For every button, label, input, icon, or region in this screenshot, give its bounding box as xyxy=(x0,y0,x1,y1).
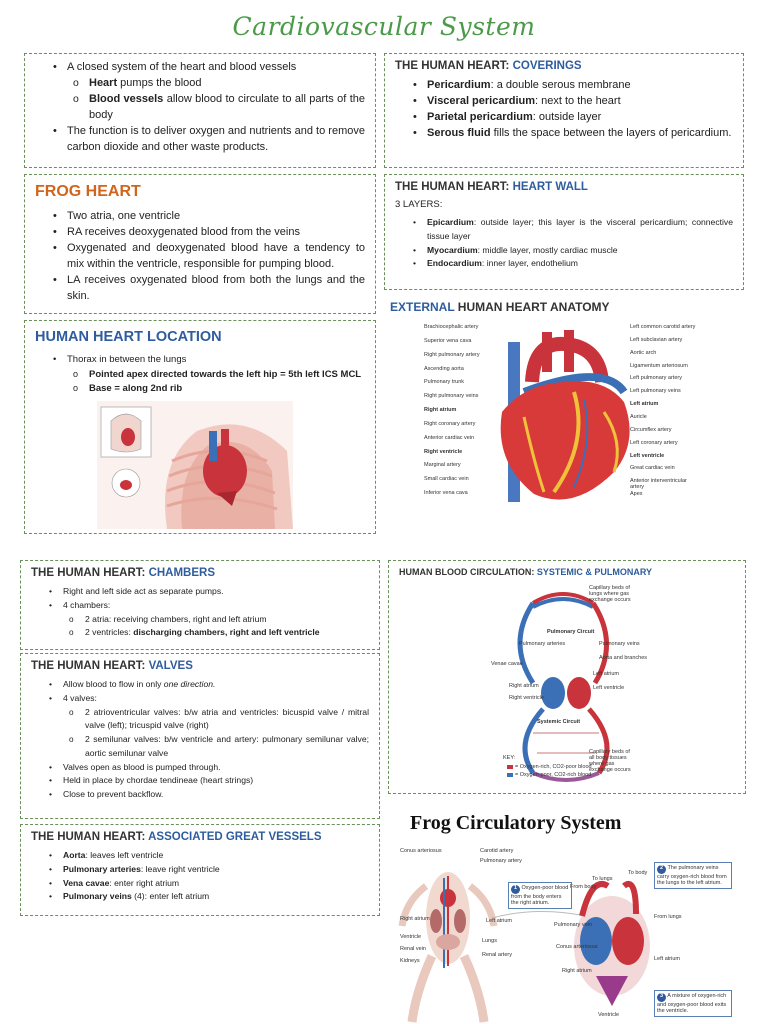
frog-heart-to-lungs: To lungs xyxy=(592,876,613,882)
frog-note-2: 2 The pulmonary veins carry oxygen-rich blood from the lungs to the left atrium. xyxy=(654,862,732,889)
frog-heart-box xyxy=(24,174,376,314)
frog-heart-from-lungs: From lungs xyxy=(654,914,682,920)
circ-label-right-atrium: Right atrium xyxy=(509,683,539,689)
frog-heart-left-atrium: Left atrium xyxy=(654,956,680,962)
anatomy-label: Right pulmonary artery xyxy=(424,351,480,358)
list-item: o 2 atria: receiving chambers, right and left atrium xyxy=(31,613,369,627)
frog-label-right-atrium: Right atrium xyxy=(400,916,430,922)
anatomy-label: Apex xyxy=(630,491,643,498)
anatomy-label: Inferior vena cava xyxy=(424,490,468,497)
anatomy-label: Aortic arch xyxy=(630,349,657,356)
list-item: • Two atria, one ventricle xyxy=(35,209,365,225)
list-item: • Allow blood to flow in only one direction. xyxy=(31,678,369,692)
circ-key-oxygen-rich: = Oxygen-rich, CO2-poor blood xyxy=(515,764,592,770)
list-item: o Pointed apex directed towards the left hip = 5th left ICS MCL xyxy=(35,368,365,383)
list-item: • Serous fluid fills the space between the layers of pericardium. xyxy=(395,126,733,142)
list-item: • Myocardium: middle layer, mostly cardiac muscle xyxy=(395,244,733,258)
circ-label-venae-cavae: Venae cavae xyxy=(491,661,523,667)
list-item: • RA receives deoxygenated blood from the veins xyxy=(35,225,365,241)
coverings-box xyxy=(384,53,744,168)
frog-label-lungs: Lungs xyxy=(482,938,497,944)
list-item: • Oxygenated and deoxygenated blood have a tendency to mix within the ventricle, responsible for pumping blood. xyxy=(35,241,365,273)
circulation-box xyxy=(388,560,746,794)
anatomy-label: Circumflex artery xyxy=(630,426,672,433)
frog-label-conus: Conus arteriosus xyxy=(400,848,442,854)
coverings-heading: THE HUMAN HEART: COVERINGS xyxy=(395,60,582,72)
circ-label-left-ventricle: Left ventricle xyxy=(593,685,625,691)
frog-label-carotid: Carotid artery xyxy=(480,848,514,854)
list-item: • LA receives oxygenated blood from both the lungs and the skin. xyxy=(35,273,365,305)
anatomy-label: Left pulmonary artery xyxy=(630,375,682,382)
anatomy-label: Brachiocephalic artery xyxy=(424,324,479,330)
circ-label-capillary-body: Capillary beds of all body tissues where gas exchange occurs xyxy=(589,749,631,773)
anatomy-label: Auricle xyxy=(630,414,647,420)
anatomy-label: Left common carotid artery xyxy=(630,324,696,330)
anatomy-label: Right atrium xyxy=(424,407,457,414)
valves-heading: THE HUMAN HEART: VALVES xyxy=(31,660,193,672)
circ-label-systemic-circuit: Systemic Circuit xyxy=(537,719,581,725)
list-item: • Pulmonary arteries: leave right ventricle xyxy=(31,863,369,877)
circ-label-right-ventricle: Right ventricle xyxy=(509,695,544,701)
circ-label-pulmonary-veins: Pulmonary veins xyxy=(599,641,640,647)
list-item: • Right and left side act as separate pumps. xyxy=(31,585,369,599)
circulation-heading: HUMAN BLOOD CIRCULATION: SYSTEMIC & PULMONARY xyxy=(399,567,652,577)
anatomy-label: Small cardiac vein xyxy=(424,476,469,483)
intro-box xyxy=(24,53,376,168)
frog-circulatory-figure xyxy=(396,806,748,1024)
list-item: • The function is to deliver oxygen and nutrients and to remove carbon dioxide and other waste products. xyxy=(35,124,365,156)
note-number-2: 2 xyxy=(657,865,666,874)
thorax-illustration xyxy=(97,401,293,529)
valves-box xyxy=(20,653,380,819)
frog-heart-heading: FROG HEART xyxy=(35,183,141,200)
circ-label-left-atrium: Left atrium xyxy=(593,671,619,677)
list-item: • 4 valves: xyxy=(31,692,369,706)
frog-heart-to-body: To body xyxy=(628,870,648,876)
list-item: o Base = along 2nd rib xyxy=(35,382,365,397)
circ-key-oxygen-poor: = Oxygen-poor, CO2-rich blood xyxy=(515,772,592,778)
page-title: Cardiovascular System xyxy=(232,12,536,41)
frog-label-renal-vein: Renal vein xyxy=(400,946,426,952)
frog-heart-ventricle: Ventricle xyxy=(598,1012,620,1018)
anatomy-label: Anterior interventricular artery xyxy=(630,478,687,491)
note-number-1: 1 xyxy=(511,885,520,894)
anatomy-label: Marginal artery xyxy=(424,462,461,469)
list-item: • Visceral pericardium: next to the heart xyxy=(395,94,733,110)
external-anatomy-heading: EXTERNAL HUMAN HEART ANATOMY xyxy=(390,300,610,314)
anatomy-label: Anterior cardiac vein xyxy=(424,434,475,441)
frog-heart-pulm-vein: Pulmonary vein xyxy=(554,922,592,928)
list-item: • Aorta: leaves left ventricle xyxy=(31,849,369,863)
list-item: • 4 chambers: xyxy=(31,599,369,613)
circulation-figure xyxy=(491,583,648,789)
note-number-3: 3 xyxy=(657,993,666,1002)
list-item: • A closed system of the heart and blood vessels xyxy=(35,60,365,76)
list-item: o 2 ventricles: discharging chambers, right and left ventricle xyxy=(31,626,369,640)
frog-heart-from-body: From body xyxy=(570,884,597,890)
frog-heart-right-atrium: Right atrium xyxy=(562,968,592,974)
circ-key-label: KEY: xyxy=(503,755,516,761)
frog-label-pulm-artery: Pulmonary artery xyxy=(480,858,522,864)
list-item: • Pericardium: a double serous membrane xyxy=(395,78,733,94)
chambers-heading: THE HUMAN HEART: CHAMBERS xyxy=(31,567,216,579)
anatomy-label: Right pulmonary veins xyxy=(424,393,479,400)
list-item: • Pulmonary veins (4): enter left atrium xyxy=(31,890,369,904)
list-item: o Heart pumps the blood xyxy=(35,76,365,92)
anatomy-label: Superior vena cava xyxy=(424,337,472,344)
anatomy-label: Left pulmonary veins xyxy=(630,388,681,395)
heart-location-figure xyxy=(97,401,293,529)
anatomy-label: Ascending aorta xyxy=(424,365,464,372)
layers-label: 3 LAYERS: xyxy=(395,199,443,210)
anatomy-label: Left coronary artery xyxy=(630,439,678,446)
anatomy-label: Left subclavian artery xyxy=(630,336,683,343)
frog-note-3: 3 A mixture of oxygen-rich and oxygen-poor blood exits the ventricle. xyxy=(654,990,732,1017)
list-item: • Endocardium: inner layer, endothelium xyxy=(395,257,733,271)
heart-wall-heading: THE HUMAN HEART: HEART WALL xyxy=(395,181,588,193)
anatomy-label: Right coronary artery xyxy=(424,420,476,427)
circ-label-aorta: Aorta and branches xyxy=(599,655,648,661)
anatomy-label: Ligamentum arteriosum xyxy=(630,362,688,369)
anatomy-label: Left ventricle xyxy=(630,452,665,459)
list-item: o 2 semilunar valves: b/w ventricle and artery: pulmonary semilunar valve; aortic semilunar valve xyxy=(31,733,369,761)
anatomy-label: Great cardiac vein xyxy=(630,465,675,472)
list-item: o Blood vessels allow blood to circulate to all parts of the body xyxy=(35,92,365,124)
frog-label-ventricle: Ventricle xyxy=(400,934,422,940)
frog-heart-conus: Conus arteriosus xyxy=(556,944,598,950)
frog-label-renal-artery: Renal artery xyxy=(482,952,512,958)
list-item: • Vena cavae: enter right atrium xyxy=(31,877,369,891)
frog-figure-title: Frog Circulatory System xyxy=(410,812,622,834)
frog-label-left-atrium: Left atrium xyxy=(486,918,512,924)
list-item: • Epicardium: outside layer; this layer is the visceral pericardium; connective tissue layer xyxy=(395,216,733,244)
chambers-box xyxy=(20,560,380,650)
circ-label-capillary-lungs: Capillary beds of lungs where gas exchange occurs xyxy=(589,585,631,603)
list-item: o 2 atrioventricular valves: b/w atria and ventricles: bicuspid valve / mitral valve (left); tricuspid valve (right) xyxy=(31,706,369,734)
vessels-heading: THE HUMAN HEART: ASSOCIATED GREAT VESSELS xyxy=(31,831,322,843)
location-box xyxy=(24,320,376,534)
anatomy-label: Right ventricle xyxy=(424,448,463,455)
anatomy-label: Pulmonary trunk xyxy=(424,379,465,386)
external-heart-figure xyxy=(424,322,700,506)
heart-wall-box xyxy=(384,174,744,290)
list-item: • Parietal pericardium: outside layer xyxy=(395,110,733,126)
circ-label-pulmonary-circuit: Pulmonary Circuit xyxy=(547,629,595,635)
list-item: • Valves open as blood is pumped through. xyxy=(31,761,369,775)
list-item: • Held in place by chordae tendineae (heart strings) xyxy=(31,774,369,788)
frog-note-1: 1 Oxygen-poor blood from the body enters the right atrium. xyxy=(508,882,572,909)
list-item: • Close to prevent backflow. xyxy=(31,788,369,802)
anatomy-label: Left atrium xyxy=(630,401,659,408)
frog-label-kidneys: Kidneys xyxy=(400,958,420,964)
vessels-box xyxy=(20,824,380,916)
circ-label-pulmonary-arteries: Pulmonary arteries xyxy=(519,641,566,647)
location-heading: HUMAN HEART LOCATION xyxy=(35,329,222,345)
list-item: • Thorax in between the lungs xyxy=(35,353,365,368)
